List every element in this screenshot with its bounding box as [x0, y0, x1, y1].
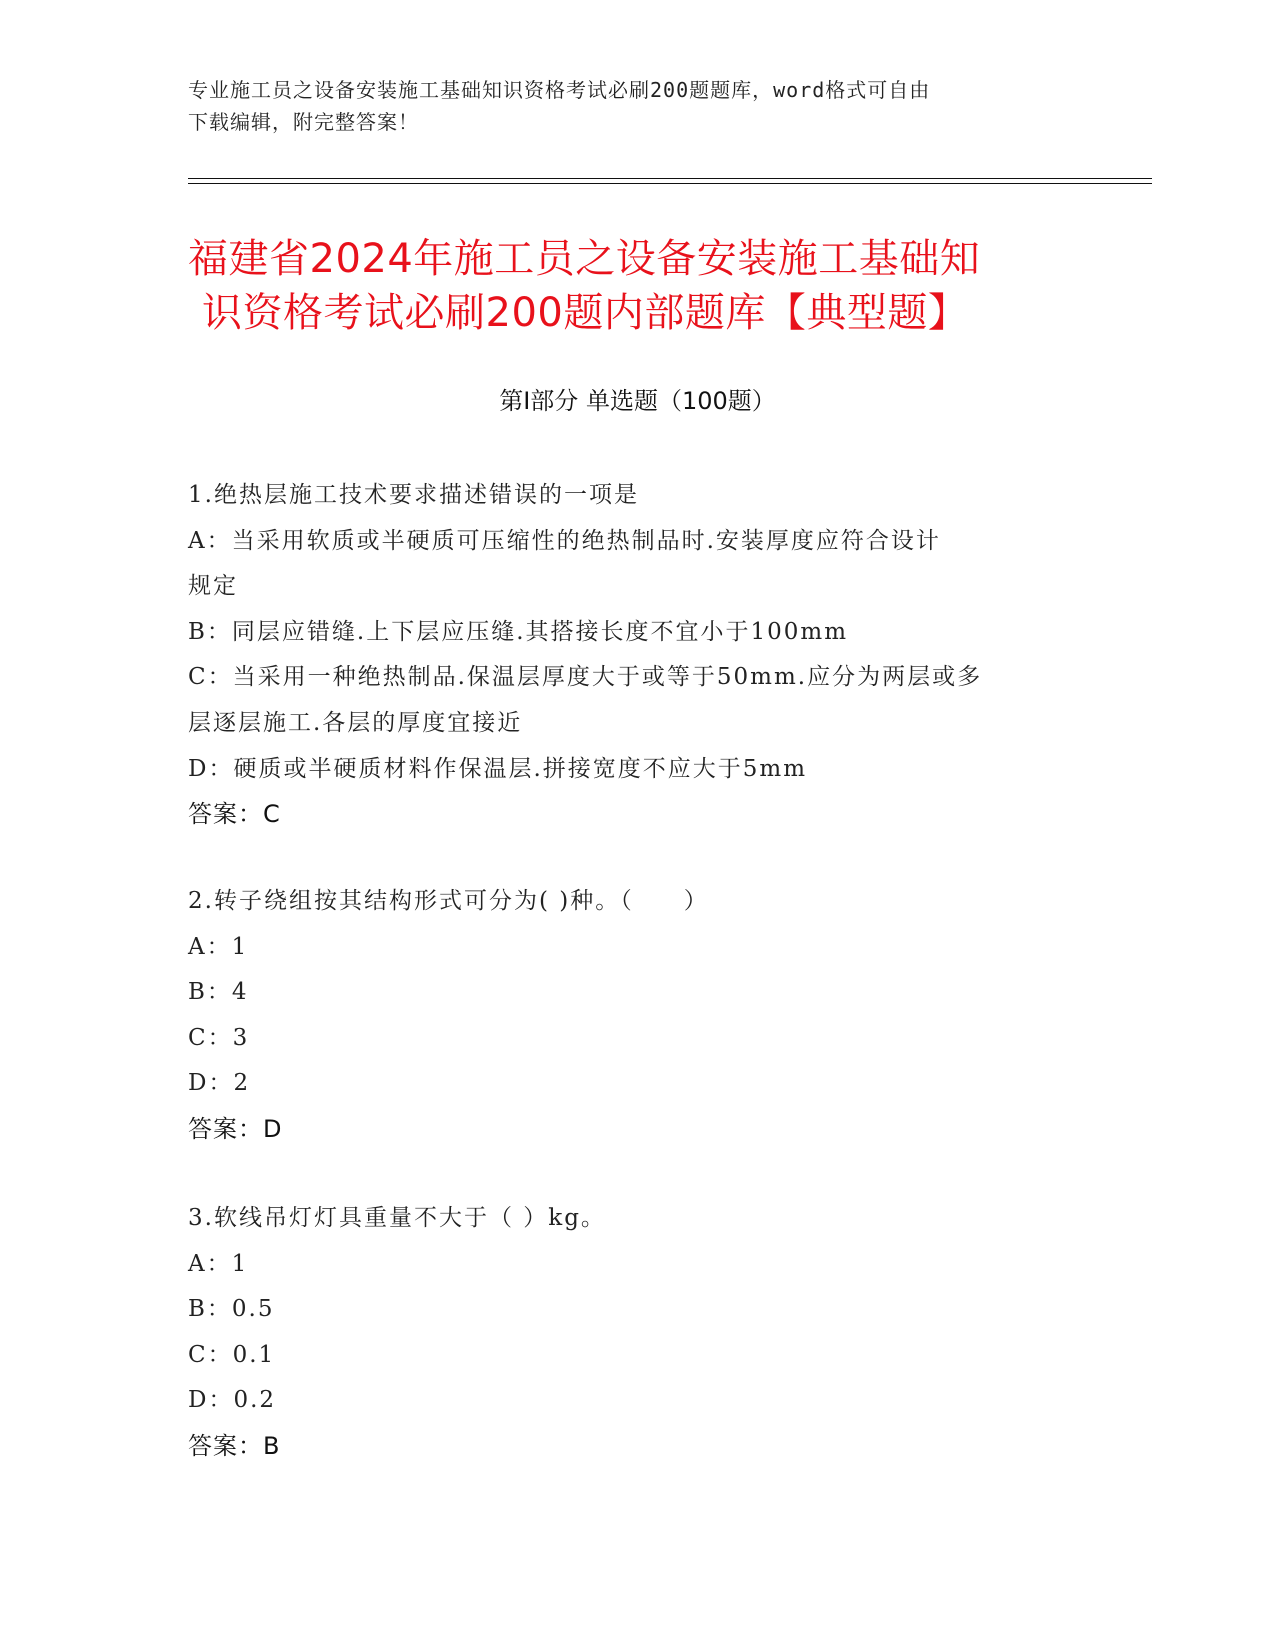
- question-option: A：1: [188, 1250, 249, 1277]
- header-note-line-2: 下载编辑，附完整答案！: [188, 110, 419, 134]
- question-option: B：0.5: [188, 1296, 275, 1323]
- header-note: [188, 74, 1088, 138]
- question-option: C：3: [188, 1024, 250, 1051]
- header-divider-bottom: [188, 183, 1152, 184]
- question-stem: 2.转子绕组按其结构形式可分为( )种。（ ）: [188, 888, 709, 914]
- question-answer: 答案：B: [188, 1431, 281, 1460]
- document-title-line-2: 识资格考试必刷200题内部题库【典型题】: [202, 290, 969, 336]
- section-heading: 第Ⅰ部分 单选题（100题）: [499, 387, 776, 415]
- question-option: 层逐层施工.各层的厚度宜接近: [188, 709, 523, 736]
- question-option: D：硬质或半硬质材料作保温层.拼接宽度不应大于5mm: [188, 755, 808, 782]
- question-option: D：0.2: [188, 1387, 277, 1414]
- question-option: 规定: [188, 573, 238, 600]
- document-title-line-1: 福建省2024年施工员之设备安装施工基础知: [188, 236, 981, 282]
- question-option: B：同层应错缝.上下层应压缝.其搭接长度不宜小于100mm: [188, 618, 849, 645]
- question-stem: 1.绝热层施工技术要求描述错误的一项是: [188, 482, 639, 508]
- question-option: C：当采用一种绝热制品.保温层厚度大于或等于50mm.应分为两层或多: [188, 664, 983, 691]
- question-stem: 3.软线吊灯灯具重量不大于（ ）kg。: [188, 1205, 606, 1231]
- question-option: C：0.1: [188, 1341, 276, 1368]
- question-3: [188, 1196, 1088, 1470]
- document-title: [188, 232, 1088, 340]
- question-answer: 答案：D: [188, 1114, 283, 1143]
- question-2: [188, 879, 1088, 1153]
- question-option: A：1: [188, 933, 249, 960]
- question-option: B：4: [188, 979, 249, 1006]
- question-answer: 答案：C: [188, 800, 281, 829]
- question-option: D：2: [188, 1070, 251, 1097]
- header-divider-top: [188, 178, 1152, 179]
- question-1: [188, 473, 1088, 838]
- question-option: A：当采用软质或半硬质可压缩性的绝热制品时.安装厚度应符合设计: [188, 527, 941, 554]
- header-note-line-1: 专业施工员之设备安装施工基础知识资格考试必刷200题题库，word格式可自由: [188, 78, 931, 102]
